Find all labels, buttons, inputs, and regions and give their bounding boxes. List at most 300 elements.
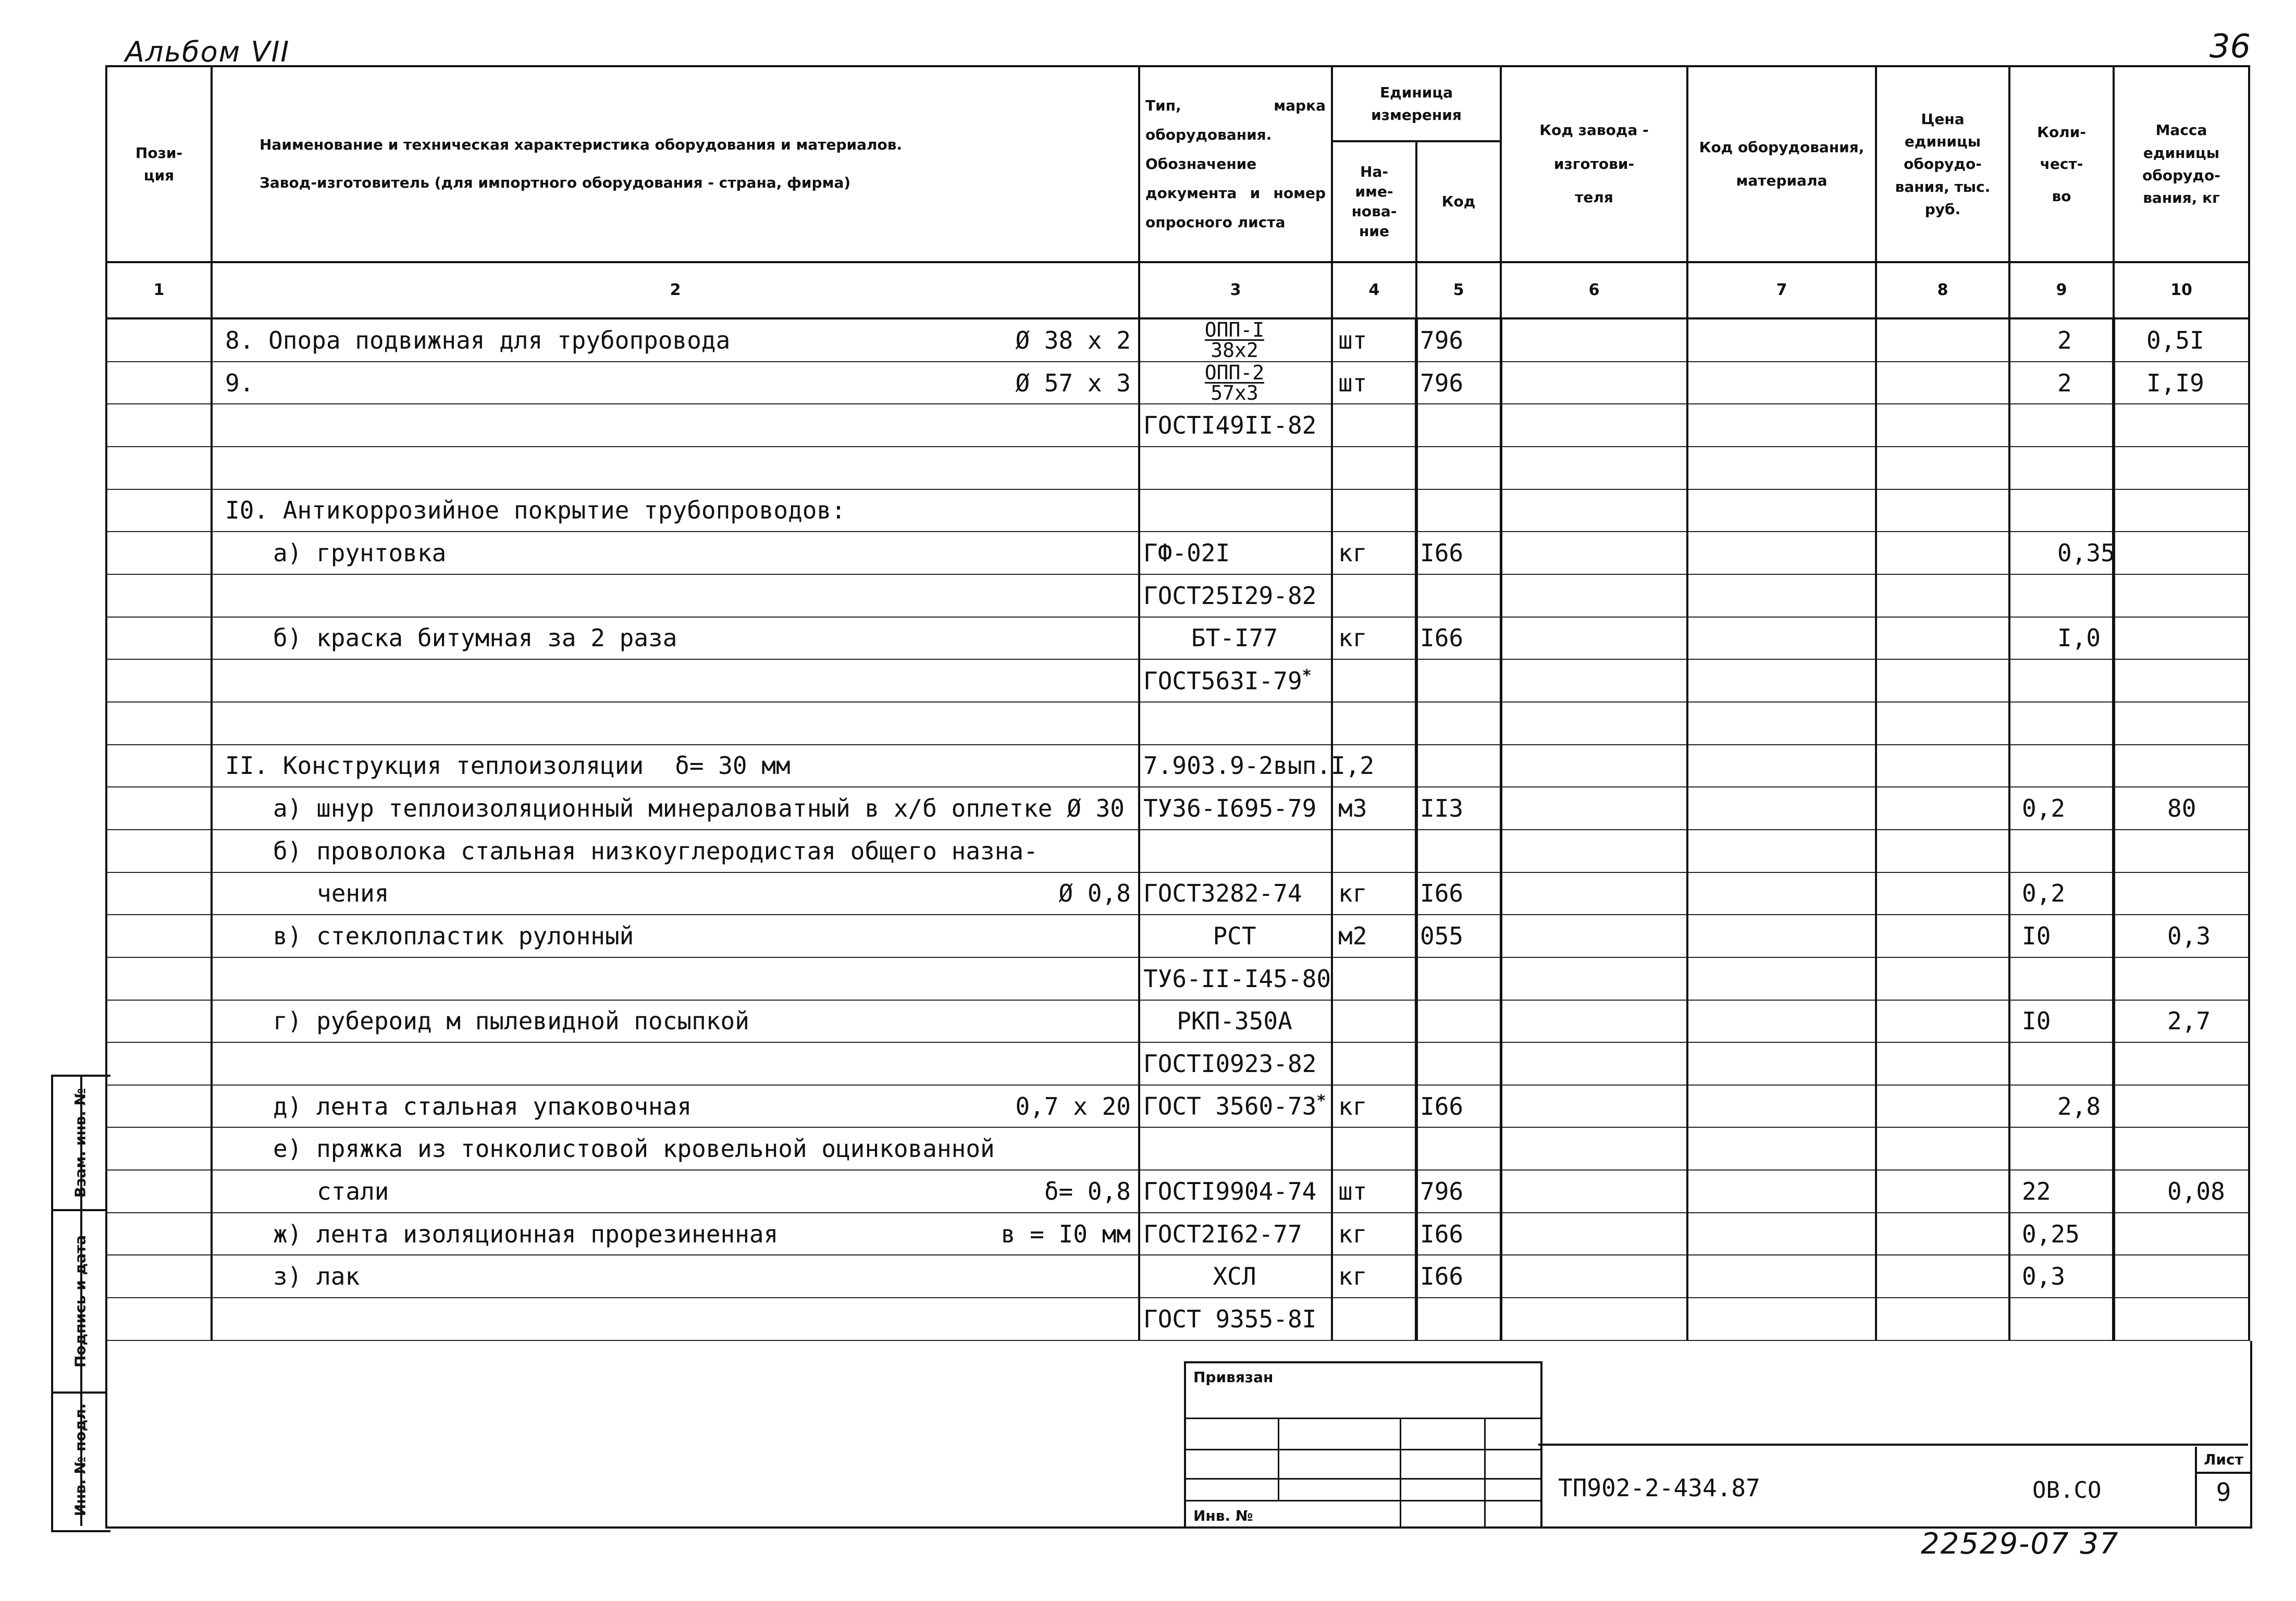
stamp-replaced-inv-label: Взам. инв. №: [71, 1088, 89, 1198]
cell-unit: [1332, 957, 1416, 1000]
cell-name: [212, 1127, 1139, 1170]
type-designation: ГОСТ25I29-82: [1143, 581, 1317, 610]
cell-price: [1876, 447, 2009, 489]
col-header-factory-code: Код завода - изготови- теля: [1501, 66, 1687, 262]
cell-qty: [2009, 1042, 2114, 1085]
cell-position: [106, 1042, 212, 1085]
table-row: [106, 915, 2249, 957]
binding-stamp: [1184, 1361, 1542, 1528]
col-header-equipment-code: Код оборудования, материала: [1687, 66, 1876, 262]
type-designation: ГОСТI0923-82: [1143, 1050, 1317, 1078]
cell-unit: шт: [1332, 318, 1416, 362]
cell-equipment-code: [1687, 617, 1876, 660]
cell-qty: 0,2: [2009, 872, 2114, 915]
stamp-inv-no-label: Инв. № подл.: [71, 1403, 89, 1517]
type-designation: РСТ: [1213, 922, 1256, 951]
cell-type: [1139, 1000, 1332, 1043]
margin-stamp: [51, 1075, 110, 1532]
table-row: [106, 659, 2249, 702]
cell-mass: [2114, 1298, 2249, 1340]
specification-table: [105, 65, 2250, 1341]
cell-equipment-code: [1687, 404, 1876, 447]
cell-unit: [1332, 574, 1416, 617]
stamp-inv-no-cell: [53, 1394, 107, 1526]
cell-unit: кг: [1332, 1255, 1416, 1298]
cell-position: [106, 489, 212, 532]
cell-qty: [2009, 574, 2114, 617]
cell-unit-code: [1416, 1000, 1501, 1043]
cell-unit: кг: [1332, 532, 1416, 574]
cell-qty: [2009, 830, 2114, 872]
cell-unit-code: I66: [1416, 1255, 1501, 1298]
cell-name: [212, 1213, 1139, 1255]
col-number: 7: [1687, 262, 1876, 318]
item-name: г) рубероид м пылевидной посыпкой: [273, 1007, 749, 1036]
cell-factory-code: [1501, 404, 1687, 447]
type-designation: 7.903.9-2вып.I,2: [1143, 752, 1375, 780]
cell-unit: [1332, 1298, 1416, 1340]
col-number: 8: [1876, 262, 2009, 318]
cell-unit-code: [1416, 447, 1501, 489]
cell-factory-code: [1501, 830, 1687, 872]
title-block: [1538, 1444, 2248, 1528]
cell-type: [1139, 745, 1375, 787]
cell-name: [212, 447, 1139, 489]
table-row: [106, 404, 2249, 447]
item-name: I0. Антикоррозийное покрытие трубопроводов:: [225, 496, 846, 525]
table-row: [106, 830, 2249, 872]
cell-unit-code: [1416, 489, 1501, 532]
type-fraction: [1204, 318, 1265, 362]
document-code: ТП902-2-434.87: [1558, 1474, 1760, 1502]
cell-position: [106, 318, 212, 362]
item-name: б) краска битумная за 2 раза: [273, 624, 677, 652]
cell-position: [106, 1298, 212, 1340]
cell-equipment-code: [1687, 872, 1876, 915]
album-label: Альбом VII: [125, 35, 290, 68]
cell-name: [212, 1000, 1139, 1043]
cell-unit-code: [1416, 404, 1501, 447]
table-row: [106, 574, 2249, 617]
cell-price: [1876, 489, 2009, 532]
cell-name: [212, 745, 1139, 787]
table-row: [106, 1170, 2249, 1213]
cell-unit-code: [1416, 1298, 1501, 1340]
cell-type: [1139, 702, 1332, 745]
item-name: а) шнур теплоизоляционный минераловатный в х/б оплетке Ø 30: [273, 794, 1125, 823]
cell-name: [212, 787, 1139, 830]
sheet-box: [2195, 1447, 2250, 1526]
type-designation: ГОСТI49II-82: [1143, 411, 1317, 440]
cell-unit-code: 796: [1416, 1170, 1501, 1213]
item-name: 8. Опора подвижная для трубопровода: [225, 326, 731, 354]
cell-qty: 2: [2009, 318, 2114, 362]
cell-mass: 0,08: [2114, 1170, 2249, 1213]
cell-price: [1876, 659, 2009, 702]
cell-qty: [2009, 957, 2114, 1000]
table-row: [106, 1085, 2249, 1128]
cell-unit: м3: [1332, 787, 1416, 830]
cell-name: [212, 489, 1139, 532]
cell-name: [212, 702, 1139, 745]
cell-position: [106, 362, 212, 404]
type-size: 57x3: [1211, 381, 1258, 404]
type-designation: ГОСТ3282-74: [1143, 879, 1302, 908]
cell-type: [1139, 1085, 1332, 1128]
cell-factory-code: [1501, 1000, 1687, 1043]
col-header-qty: Коли- чест- во: [2009, 66, 2114, 262]
col-header-price: Цена единицы оборудо- вания, тыс. руб.: [1876, 66, 2009, 262]
item-dimension: 0,7 x 20: [1015, 1092, 1131, 1120]
cell-mass: [2114, 617, 2249, 660]
cell-unit: [1332, 404, 1416, 447]
cell-price: [1876, 1042, 2009, 1085]
cell-mass: [2114, 745, 2249, 787]
cell-price: [1876, 617, 2009, 660]
table-row: [106, 1042, 2249, 1085]
cell-mass: [2114, 574, 2249, 617]
col-number: 6: [1501, 262, 1687, 318]
cell-price: [1876, 915, 2009, 957]
item-name: ж) лента изоляционная прорезиненная: [273, 1220, 779, 1248]
cell-type: [1139, 617, 1332, 660]
cell-position: [106, 745, 212, 787]
cell-factory-code: [1501, 872, 1687, 915]
binding-inv-label: Инв. №: [1193, 1507, 1253, 1524]
cell-position: [106, 1000, 212, 1043]
col-number: 2: [212, 262, 1139, 318]
cell-price: [1876, 787, 2009, 830]
cell-mass: [2114, 957, 2249, 1000]
cell-type: [1139, 787, 1332, 830]
cell-name: [212, 1255, 1139, 1298]
cell-qty: [2009, 489, 2114, 532]
type-designation: ГОСТI9904-74: [1143, 1177, 1317, 1205]
cell-position: [106, 1170, 212, 1213]
cell-mass: [2114, 1255, 2249, 1298]
col-number: 10: [2114, 262, 2249, 318]
cell-position: [106, 1213, 212, 1255]
cell-price: [1876, 1170, 2009, 1213]
cell-position: [106, 872, 212, 915]
table-row: [106, 872, 2249, 915]
cell-equipment-code: [1687, 574, 1876, 617]
cell-factory-code: [1501, 745, 1687, 787]
cell-factory-code: [1501, 1213, 1687, 1255]
cell-qty: I,0: [2009, 617, 2114, 660]
cell-name: [212, 1170, 1139, 1213]
cell-unit: кг: [1332, 1213, 1416, 1255]
cell-type: [1139, 659, 1332, 702]
cell-position: [106, 447, 212, 489]
cell-position: [106, 787, 212, 830]
cell-qty: 0,25: [2009, 1213, 2114, 1255]
cell-factory-code: [1501, 362, 1687, 404]
stamp-sign-date-label: Подпись и дата: [71, 1235, 89, 1368]
cell-unit-code: [1416, 574, 1501, 617]
cell-unit-code: [1416, 659, 1501, 702]
col-header-unit-code: Код: [1416, 141, 1501, 262]
cell-type: [1139, 362, 1332, 404]
cell-type: [1139, 830, 1332, 872]
cell-type: [1139, 1255, 1332, 1298]
col-number: 5: [1416, 262, 1501, 318]
cell-qty: [2009, 447, 2114, 489]
cell-equipment-code: [1687, 787, 1876, 830]
cell-price: [1876, 532, 2009, 574]
cell-unit-code: [1416, 702, 1501, 745]
item-name: II. Конструкция теплоизоляции: [225, 752, 644, 780]
cell-factory-code: [1501, 447, 1687, 489]
cell-mass: [2114, 1213, 2249, 1255]
item-name: з) лак: [273, 1262, 360, 1291]
cell-unit-code: I66: [1416, 872, 1501, 915]
cell-mass: [2114, 830, 2249, 872]
type-mark: ОПП-2: [1204, 361, 1265, 384]
cell-position: [106, 915, 212, 957]
table-row: [106, 745, 2249, 787]
cell-type: [1139, 532, 1332, 574]
table-row: [106, 1127, 2249, 1170]
cell-unit: [1332, 1127, 1416, 1170]
col-header-position: Пози- ция: [106, 66, 212, 262]
cell-unit: кг: [1332, 617, 1416, 660]
cell-unit-code: 796: [1416, 362, 1501, 404]
cell-equipment-code: [1687, 1042, 1876, 1085]
cell-name: [212, 957, 1139, 1000]
cell-type: [1139, 574, 1332, 617]
cell-equipment-code: [1687, 318, 1876, 362]
cell-price: [1876, 957, 2009, 1000]
table-row: [106, 532, 2249, 574]
cell-unit-code: [1416, 1042, 1501, 1085]
table-row: [106, 1298, 2249, 1340]
cell-qty: 0,3: [2009, 1255, 2114, 1298]
cell-position: [106, 574, 212, 617]
cell-equipment-code: [1687, 447, 1876, 489]
cell-unit-code: [1416, 957, 1501, 1000]
table-row: [106, 1000, 2249, 1043]
cell-name: [212, 830, 1139, 872]
cell-qty: I0: [2009, 1000, 2114, 1043]
cell-equipment-code: [1687, 830, 1876, 872]
document-section: ОВ.СО: [2032, 1477, 2102, 1504]
cell-price: [1876, 1127, 2009, 1170]
cell-mass: [2114, 532, 2249, 574]
cell-price: [1876, 1213, 2009, 1255]
cell-price: [1876, 745, 2009, 787]
cell-type: [1139, 1127, 1332, 1170]
item-dimension: δ= 0,8: [1044, 1177, 1131, 1205]
col-number: 1: [106, 262, 212, 318]
cell-price: [1876, 318, 2009, 362]
cell-unit: кг: [1332, 872, 1416, 915]
cell-mass: [2114, 1042, 2249, 1085]
cell-qty: [2009, 659, 2114, 702]
cell-factory-code: [1501, 1085, 1687, 1128]
cell-factory-code: [1501, 702, 1687, 745]
cell-unit-code: [1416, 745, 1501, 787]
cell-qty: 0,2: [2009, 787, 2114, 830]
cell-position: [106, 617, 212, 660]
col-header-name: Наименование и техническая характеристика оборудования и материалов. Завод-изготовитель (для импортного оборудования - страна, фирма): [212, 66, 1139, 262]
item-name: а) грунтовка: [273, 539, 447, 568]
table-row: [106, 702, 2249, 745]
sheet-label: Лист: [2197, 1451, 2250, 1474]
cell-name: [212, 404, 1139, 447]
cell-type: [1139, 957, 1332, 1000]
cell-price: [1876, 702, 2009, 745]
cell-unit: кг: [1332, 1085, 1416, 1128]
cell-type: [1139, 447, 1332, 489]
item-dimension: δ= 30 мм: [675, 752, 791, 780]
item-name: е) пряжка из тонколистовой кровельной оцинкованной: [273, 1135, 995, 1163]
cell-type: [1139, 489, 1332, 532]
cell-equipment-code: [1687, 957, 1876, 1000]
cell-qty: [2009, 745, 2114, 787]
cell-unit: [1332, 447, 1416, 489]
item-name: д) лента стальная упаковочная: [273, 1092, 692, 1120]
cell-unit-code: II3: [1416, 787, 1501, 830]
cell-unit: м2: [1332, 915, 1416, 957]
table-row: [106, 1213, 2249, 1255]
cell-qty: [2009, 702, 2114, 745]
cell-qty: 2: [2009, 362, 2114, 404]
cell-name: [212, 574, 1139, 617]
cell-equipment-code: [1687, 1085, 1876, 1128]
cell-price: [1876, 404, 2009, 447]
type-designation: ТУ36-I695-79: [1143, 794, 1317, 823]
cell-equipment-code: [1687, 532, 1876, 574]
cell-unit: шт: [1332, 362, 1416, 404]
cell-qty: 22: [2009, 1170, 2114, 1213]
cell-mass: [2114, 404, 2249, 447]
type-designation: РКП-350А: [1177, 1007, 1292, 1036]
cell-factory-code: [1501, 617, 1687, 660]
cell-equipment-code: [1687, 489, 1876, 532]
cell-unit: шт: [1332, 1170, 1416, 1213]
cell-qty: [2009, 1298, 2114, 1340]
cell-price: [1876, 1298, 2009, 1340]
cell-position: [106, 957, 212, 1000]
cell-mass: 2,7: [2114, 1000, 2249, 1043]
col-number: 4: [1332, 262, 1416, 318]
cell-name: [212, 362, 1139, 404]
cell-equipment-code: [1687, 1255, 1876, 1298]
sheet-number: 9: [2216, 1478, 2231, 1507]
cell-price: [1876, 362, 2009, 404]
cell-factory-code: [1501, 532, 1687, 574]
cell-qty: 0,35: [2009, 532, 2114, 574]
cell-unit-code: [1416, 830, 1501, 872]
type-size: 38x2: [1211, 339, 1258, 362]
cell-unit: [1332, 702, 1416, 745]
cell-equipment-code: [1687, 1298, 1876, 1340]
cell-factory-code: [1501, 1298, 1687, 1340]
col-header-type: Тип, марка оборудования. Обозначение документа и номер опросного листа: [1139, 66, 1332, 262]
type-designation: БТ-I77: [1191, 624, 1278, 652]
cell-equipment-code: [1687, 915, 1876, 957]
cell-factory-code: [1501, 915, 1687, 957]
cell-equipment-code: [1687, 362, 1876, 404]
cell-factory-code: [1501, 1170, 1687, 1213]
col-number: 3: [1139, 262, 1332, 318]
cell-price: [1876, 1255, 2009, 1298]
cell-unit: [1332, 1042, 1416, 1085]
cell-name: [212, 318, 1139, 362]
item-dimension: Ø 38 x 2: [1015, 326, 1131, 354]
item-dimension: в = I0 мм: [1001, 1220, 1131, 1248]
cell-type: [1139, 1213, 1332, 1255]
cell-equipment-code: [1687, 1170, 1876, 1213]
cell-unit-code: [1416, 1127, 1501, 1170]
col-header-mass: Масса единицы оборудо- вания, кг: [2114, 66, 2249, 262]
cell-type: [1139, 1298, 1332, 1340]
cell-name: [212, 915, 1139, 957]
item-dimension: Ø 0,8: [1058, 879, 1131, 908]
archive-number: 22529-07 37: [1921, 1527, 2119, 1561]
cell-factory-code: [1501, 787, 1687, 830]
cell-mass: [2114, 489, 2249, 532]
cell-unit-code: I66: [1416, 1213, 1501, 1255]
cell-price: [1876, 1000, 2009, 1043]
type-designation: ГОСТ 3560-73: [1143, 1092, 1317, 1120]
cell-factory-code: [1501, 489, 1687, 532]
col-header-unit-name: На- име- нова- ние: [1332, 141, 1416, 262]
cell-type: [1139, 1042, 1332, 1085]
cell-position: [106, 532, 212, 574]
cell-name: [212, 1085, 1139, 1128]
cell-name: [212, 872, 1139, 915]
cell-factory-code: [1501, 659, 1687, 702]
table-row: [106, 1255, 2249, 1298]
cell-unit-code: I66: [1416, 532, 1501, 574]
item-name: б) проволока стальная низкоуглеродистая общего назна-: [273, 836, 1038, 865]
cell-equipment-code: [1687, 1127, 1876, 1170]
cell-unit-code: 796: [1416, 318, 1501, 362]
page-number: 36: [2209, 27, 2251, 65]
stamp-replaced-inv-cell: [53, 1077, 107, 1211]
cell-qty: [2009, 404, 2114, 447]
col-number: 9: [2009, 262, 2114, 318]
type-designation: ТУ6-II-I45-80: [1143, 964, 1331, 993]
cell-qty: 2,8: [2009, 1085, 2114, 1128]
item-name: 9.: [225, 368, 254, 397]
cell-name: [212, 659, 1139, 702]
type-designation: ХСЛ: [1213, 1262, 1256, 1291]
cell-factory-code: [1501, 574, 1687, 617]
cell-type: [1139, 318, 1332, 362]
cell-factory-code: [1501, 318, 1687, 362]
table-row: [106, 362, 2249, 404]
cell-equipment-code: [1687, 745, 1876, 787]
item-name: стали: [317, 1177, 389, 1205]
cell-position: [106, 659, 212, 702]
type-fraction: [1205, 363, 1264, 402]
cell-mass: [2114, 702, 2249, 745]
table-row: [106, 318, 2249, 362]
cell-equipment-code: [1687, 1000, 1876, 1043]
cell-unit: [1332, 489, 1416, 532]
item-dimension: Ø 57 x 3: [1015, 368, 1131, 397]
cell-equipment-code: [1687, 659, 1876, 702]
cell-mass: 80: [2114, 787, 2249, 830]
type-star: *: [1302, 666, 1312, 685]
cell-position: [106, 1085, 212, 1128]
cell-equipment-code: [1687, 702, 1876, 745]
cell-unit-code: 055: [1416, 915, 1501, 957]
cell-mass: [2114, 659, 2249, 702]
